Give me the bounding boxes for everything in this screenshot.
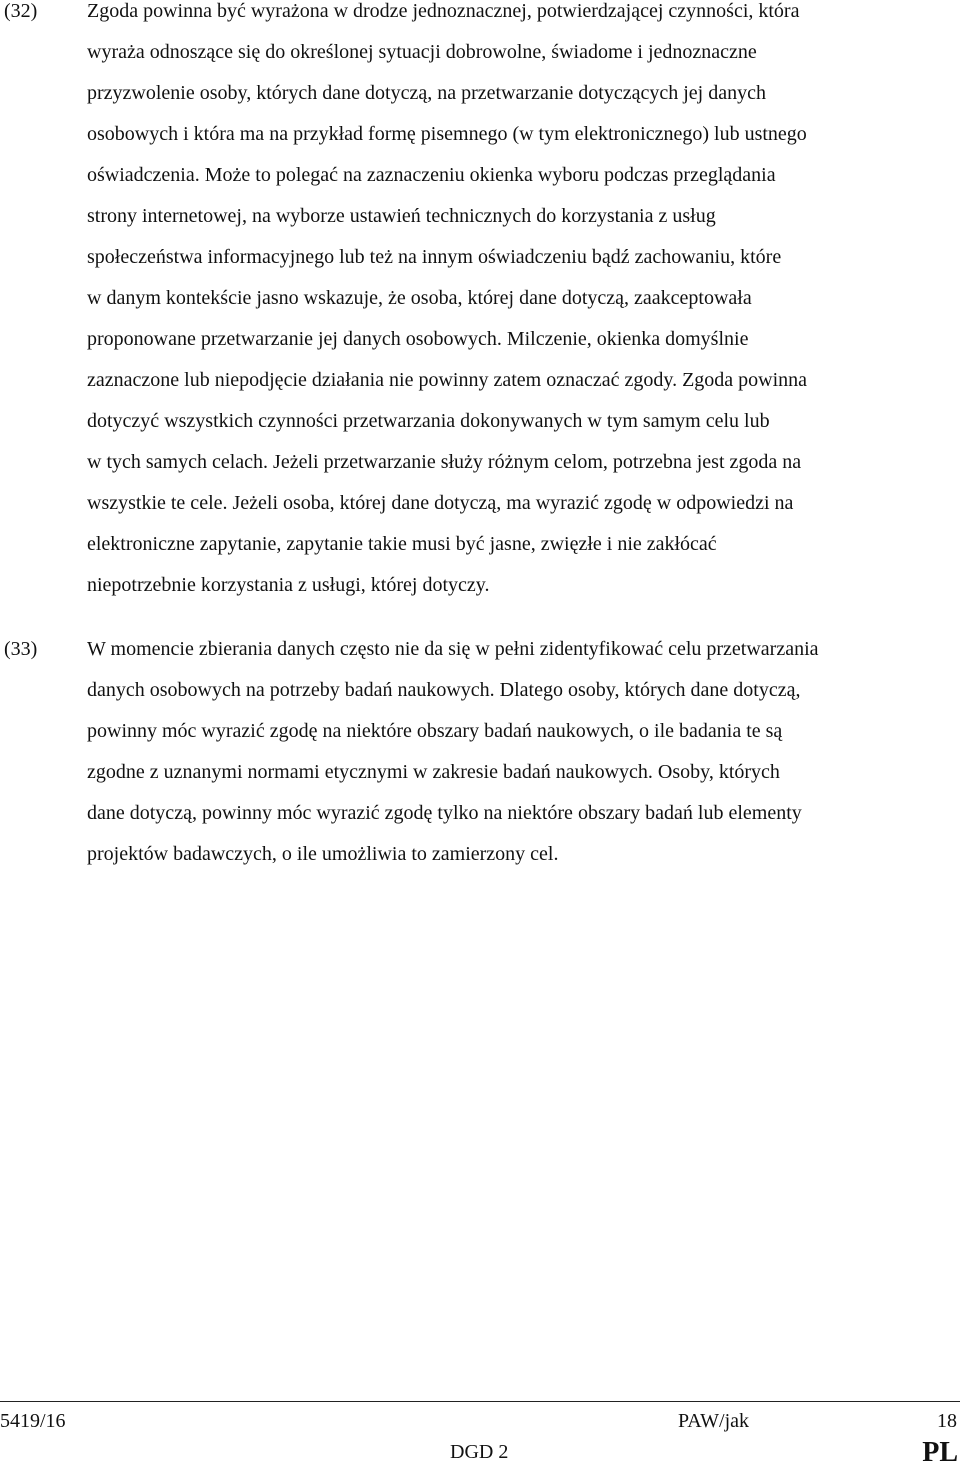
text-line: przyzwolenie osoby, których dane dotyczą, na przetwarzanie dotyczących jej danych bbox=[87, 82, 766, 104]
text-line: zgodne z uznanymi normami etycznymi w zakresie badań naukowych. Osoby, których bbox=[87, 761, 780, 783]
recital-number: (32) bbox=[4, 0, 38, 22]
footer-document-number: 5419/16 bbox=[0, 1410, 66, 1432]
text-line: wszystkie te cele. Jeżeli osoba, której dane dotyczą, ma wyrazić zgodę w odpowiedzi na bbox=[87, 492, 794, 514]
text-line: oświadczenia. Może to polegać na zaznaczeniu okienka wyboru podczas przeglądania bbox=[87, 164, 776, 186]
footer-page-number: 18 bbox=[937, 1410, 957, 1432]
text-line: danych osobowych na potrzeby badań naukowych. Dlatego osoby, których dane dotyczą, bbox=[87, 679, 801, 701]
text-line: w danym kontekście jasno wskazuje, że osoba, której dane dotyczą, zaakceptowała bbox=[87, 287, 752, 309]
text-line: strony internetowej, na wyborze ustawień technicznych do korzystania z usług bbox=[87, 205, 716, 227]
text-line: proponowane przetwarzanie jej danych osobowych. Milczenie, okienka domyślnie bbox=[87, 328, 749, 350]
text-line: dane dotyczą, powinny móc wyrazić zgodę tylko na niektóre obszary badań lub elementy bbox=[87, 802, 802, 824]
footer-author-code: PAW/jak bbox=[678, 1410, 749, 1432]
text-line: elektroniczne zapytanie, zapytanie takie musi być jasne, zwięzłe i nie zakłócać bbox=[87, 533, 717, 555]
text-line: w tych samych celach. Jeżeli przetwarzanie służy różnym celom, potrzebna jest zgoda na bbox=[87, 451, 802, 473]
footer-department: DGD 2 bbox=[450, 1441, 509, 1463]
text-line: osobowych i która ma na przykład formę pisemnego (w tym elektronicznego) lub ustnego bbox=[87, 123, 807, 145]
recital-text bbox=[87, 629, 960, 875]
recital-text bbox=[87, 0, 960, 606]
text-line: społeczeństwa informacyjnego lub też na innym oświadczeniu bądź zachowaniu, które bbox=[87, 246, 782, 268]
footer-divider bbox=[0, 1401, 960, 1402]
text-line: Zgoda powinna być wyrażona w drodze jednoznacznej, potwierdzającej czynności, która bbox=[87, 0, 800, 22]
text-line: W momencie zbierania danych często nie da się w pełni zidentyfikować celu przetwarzania bbox=[87, 638, 819, 660]
text-line: dotyczyć wszystkich czynności przetwarzania dokonywanych w tym samym celu lub bbox=[87, 410, 770, 432]
text-line: projektów badawczych, o ile umożliwia to zamierzony cel. bbox=[87, 843, 559, 865]
recital-number: (33) bbox=[4, 638, 38, 660]
footer-language-code: PL bbox=[922, 1437, 958, 1468]
text-line: niepotrzebnie korzystania z usługi, której dotyczy. bbox=[87, 574, 490, 596]
text-line: zaznaczone lub niepodjęcie działania nie powinny zatem oznaczać zgody. Zgoda powinna bbox=[87, 369, 808, 391]
text-line: powinny móc wyrazić zgodę na niektóre obszary badań naukowych, o ile badania te są bbox=[87, 720, 783, 742]
text-line: wyraża odnoszące się do określonej sytuacji dobrowolne, świadome i jednoznaczne bbox=[87, 41, 757, 63]
